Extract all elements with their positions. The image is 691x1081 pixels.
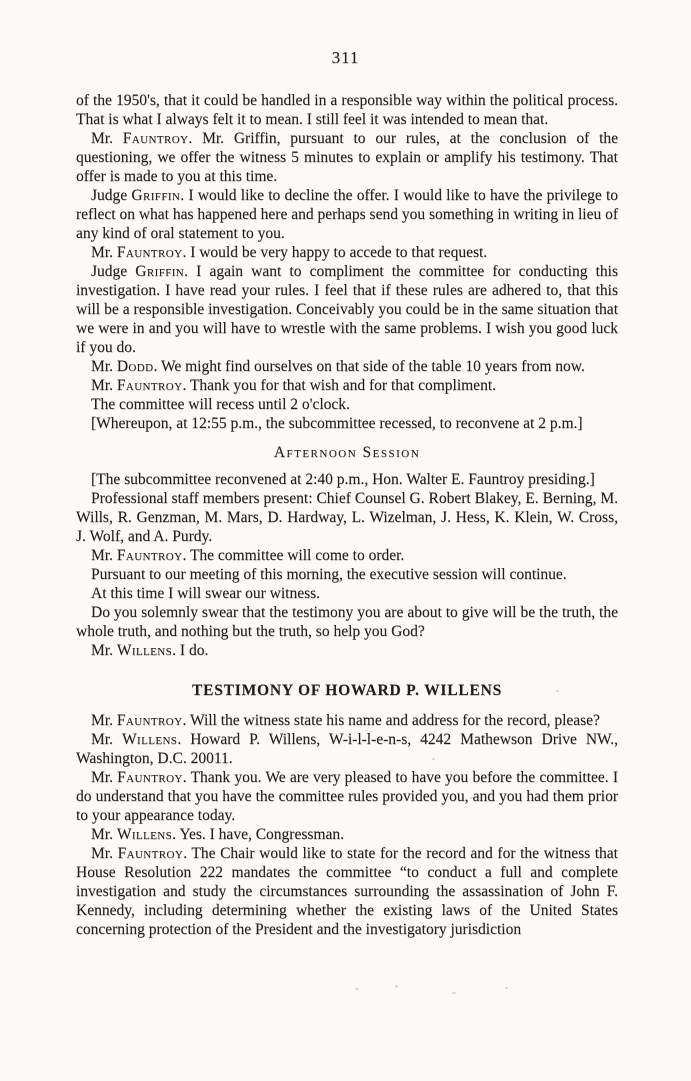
speaker-name: Willens <box>122 731 178 748</box>
text-paragraph: of the 1950's, that it could be handled in a responsible way within the political process. That is what I always felt it to mean. I still feel it was intended to mean that. <box>76 92 618 128</box>
speaker-prefix: Judge <box>91 187 132 204</box>
speaker-separator: . <box>182 769 191 786</box>
speaker-prefix: Mr. <box>91 712 117 729</box>
speech-paragraph <box>76 376 618 395</box>
speaker-prefix: Mr. <box>91 731 122 748</box>
speaker-separator: . <box>172 642 180 659</box>
scan-speck <box>470 797 473 799</box>
speech-text: Will the witness state his name and address for the record, please? <box>189 712 600 729</box>
speaker-prefix: Mr. <box>91 769 118 786</box>
text-paragraph: Pursuant to our meeting of this morning, the executive session will continue. <box>91 566 567 583</box>
speaker-prefix: Mr. <box>91 547 117 564</box>
speech-paragraph <box>76 262 618 357</box>
speech-text: The committee will come to order. <box>189 547 405 564</box>
text-paragraph: Professional staff members present: Chief Counsel G. Robert Blakey, E. Berning, M. Wills, R. Genzman, M. Mars, D. Hardway, L. Wizelman, J. Hess, K. Klein, W. Cross, J. Wolf, and A. Purdy. <box>76 490 618 545</box>
speech-paragraph <box>76 186 618 243</box>
speaker-name: Fauntroy <box>117 845 184 862</box>
scan-speck <box>330 800 334 802</box>
session-heading: Afternoon Session <box>273 444 421 461</box>
speaker-separator: . <box>182 244 191 261</box>
speaker-prefix: Mr. <box>91 826 117 843</box>
speaker-prefix: Mr. <box>91 130 123 147</box>
page-body <box>76 91 618 939</box>
speech-text: I do. <box>179 642 209 659</box>
text-paragraph: [The subcommittee reconvened at 2:40 p.m., Hon. Walter E. Fauntroy presiding.] <box>91 471 595 488</box>
speech-paragraph <box>76 711 618 730</box>
speaker-separator: . <box>153 358 161 375</box>
speech-text: Mr. Griffin, pursuant to our rules, at the conclusion of the questioning, we offer the witness 5 minutes to explain or amplify his testimony. That offer is made to you at this time. <box>76 130 619 185</box>
speaker-name: Fauntroy <box>117 769 183 786</box>
speaker-name: Willens <box>116 642 173 659</box>
speech-paragraph <box>76 844 618 939</box>
speaker-name: Dodd <box>116 358 154 375</box>
speaker-separator: . <box>183 845 192 862</box>
speaker-name: Fauntroy <box>116 377 183 394</box>
speech-text: Thank you. We are very pleased to have you before the committee. I do understand that you have the committee rules provided you, and you had them prior to your appearance today. <box>76 769 618 824</box>
speaker-separator: . <box>172 826 180 843</box>
speaker-separator: . <box>188 130 203 147</box>
scan-speck <box>556 690 559 692</box>
speaker-prefix: Mr. <box>91 642 117 659</box>
scan-speck <box>505 987 508 989</box>
speaker-name: Griffin <box>131 187 181 204</box>
speaker-name: Fauntroy <box>122 130 189 147</box>
page-number: 311 <box>331 48 360 67</box>
speech-text: We might find ourselves on that side of the table 10 years from now. <box>160 358 585 375</box>
scan-speck <box>355 988 359 990</box>
scan-speck <box>452 992 456 994</box>
speaker-prefix: Mr. <box>91 377 117 394</box>
text-paragraph: The committee will recess until 2 o'clock. <box>91 396 350 413</box>
speech-paragraph <box>76 546 618 565</box>
speaker-prefix: Mr. <box>91 244 117 261</box>
text-paragraph: [Whereupon, at 12:55 p.m., the subcommittee recessed, to reconvene at 2 p.m.] <box>91 415 583 432</box>
speech-paragraph <box>76 357 618 376</box>
speaker-name: Fauntroy <box>116 547 183 564</box>
speaker-separator: . <box>182 547 190 564</box>
speech-text: I again want to compliment the committee for conducting this investigation. I have read your rules. I feel that if these rules are adhered to, that this will be a responsible investigation. Conceivably you could be in the same situation that we were in and you will have to wrestle with the same problems. I wish you good luck if you do. <box>76 263 618 356</box>
scan-speck <box>432 758 435 760</box>
speech-text: Howard P. Willens, W-i-l-l-e-n-s, 4242 Mathewson Drive NW., Washington, D.C. 20011. <box>76 731 619 767</box>
speaker-separator: . <box>184 263 197 280</box>
text-paragraph: Do you solemnly swear that the testimony you are about to give will be the truth, the whole truth, and nothing but the truth, so help you God? <box>76 604 618 640</box>
speaker-prefix: Mr. <box>91 845 118 862</box>
speaker-prefix: Mr. <box>91 358 117 375</box>
speech-paragraph <box>76 129 618 186</box>
speech-paragraph <box>76 243 618 262</box>
speech-paragraph <box>76 641 618 660</box>
speech-text: Yes. I have, Congressman. <box>179 826 344 843</box>
speaker-separator: . <box>180 187 189 204</box>
testimony-heading: TESTIMONY OF HOWARD P. WILLENS <box>191 682 503 699</box>
speech-paragraph <box>76 825 618 844</box>
speech-text: The Chair would like to state for the record and for the witness that House Resolution 222 mandates the committee “to conduct a full and complete investigation and study the circumstances surrounding the assassination of John F. Kennedy, including determining whether the existing laws of the United States concerning protection of the President and the investigatory jurisdiction <box>76 845 618 938</box>
speaker-name: Fauntroy <box>116 244 183 261</box>
text-paragraph: At this time I will swear our witness. <box>91 585 321 602</box>
speaker-name: Griffin <box>135 263 185 280</box>
speech-paragraph <box>76 730 618 768</box>
speech-text: Thank you for that wish and for that compliment. <box>189 377 496 394</box>
speaker-name: Fauntroy <box>116 712 183 729</box>
speech-text: I would like to decline the offer. I would like to have the privilege to reflect on what has happened here and perhaps send you something in writing in lieu of any kind of oral statement to you. <box>76 187 619 242</box>
speaker-separator: . <box>177 731 191 748</box>
scan-speck <box>395 985 398 988</box>
speech-paragraph <box>76 768 618 825</box>
speech-text: I would be very happy to accede to that request. <box>190 244 488 261</box>
speaker-separator: . <box>182 712 190 729</box>
speaker-prefix: Judge <box>91 263 136 280</box>
speaker-name: Willens <box>116 826 173 843</box>
speaker-separator: . <box>182 377 190 394</box>
